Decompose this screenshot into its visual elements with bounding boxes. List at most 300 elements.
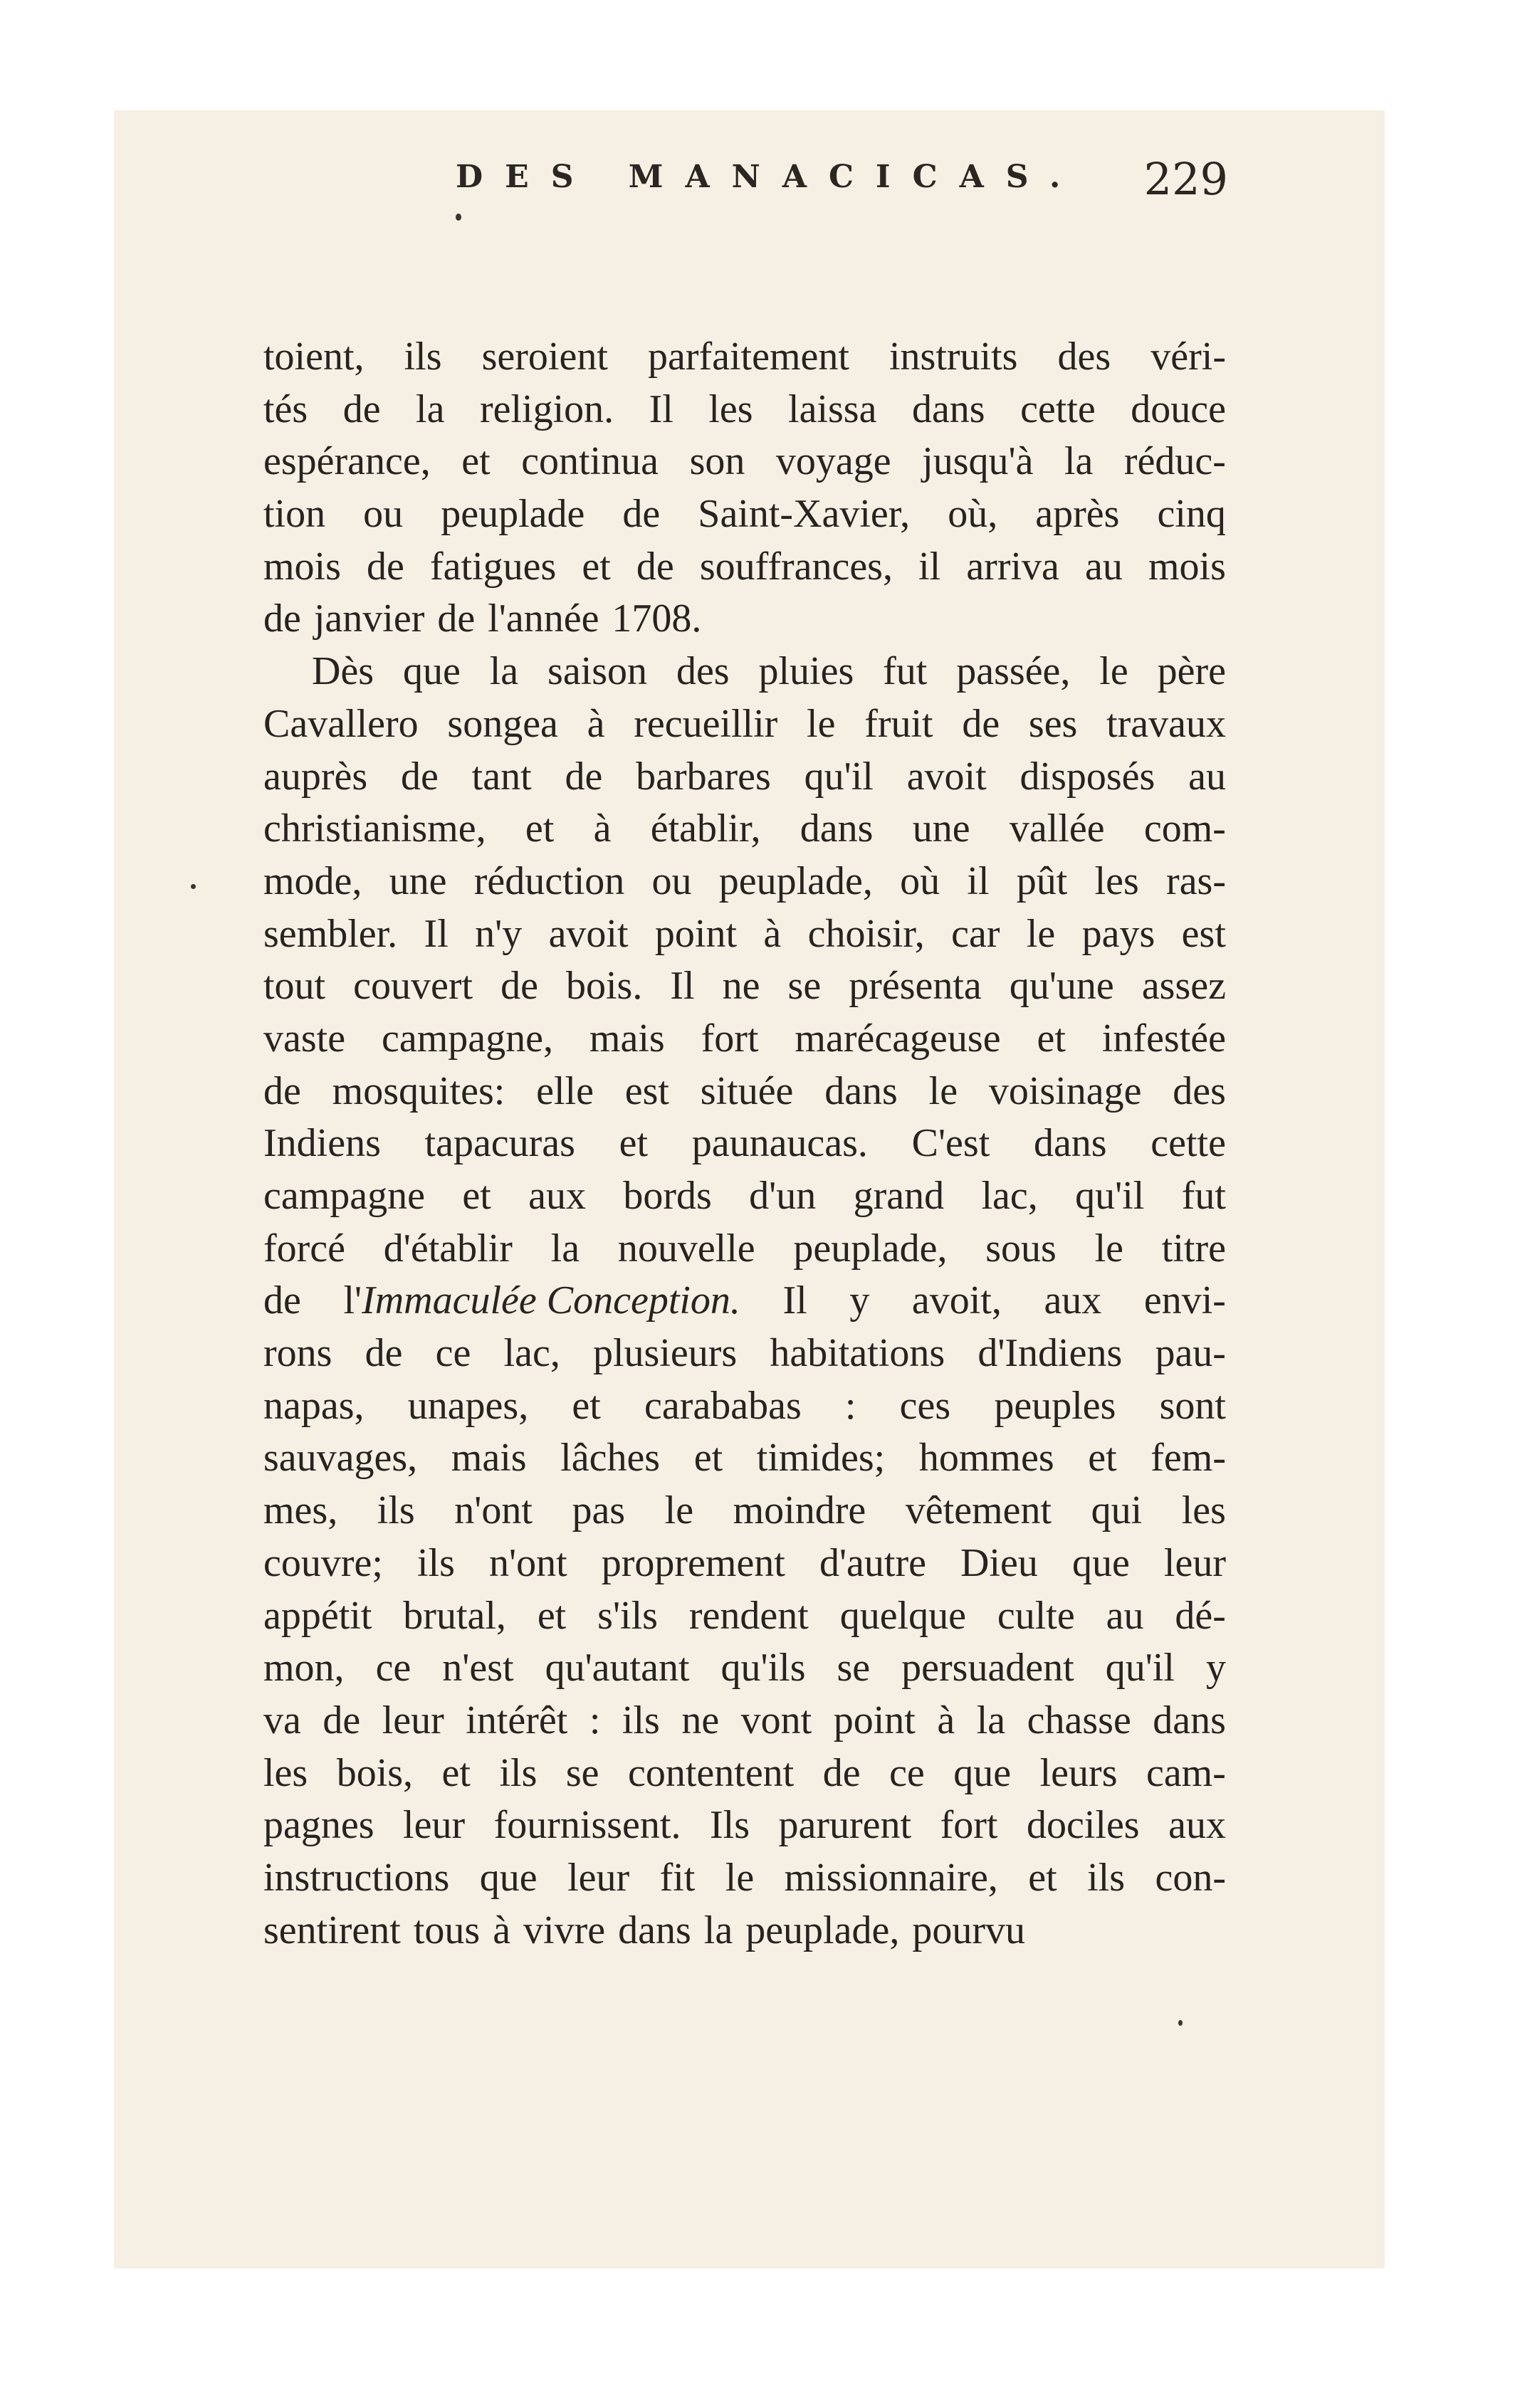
- word: se: [837, 1646, 871, 1691]
- word: que: [479, 1855, 538, 1900]
- word: sentirent: [263, 1908, 401, 1952]
- word: fit: [659, 1855, 696, 1900]
- word: le: [1099, 649, 1128, 694]
- word: nouvelle: [617, 1226, 755, 1271]
- word: qu'il: [1105, 1646, 1175, 1691]
- word: elle: [536, 1068, 594, 1113]
- word: se: [787, 964, 822, 1009]
- word: souffrances,: [699, 544, 893, 589]
- word: avoit: [906, 754, 987, 799]
- word: :: [589, 1698, 601, 1742]
- word: l'année: [488, 596, 599, 641]
- word: Dès: [312, 649, 374, 694]
- word: va: [263, 1698, 301, 1742]
- word: et: [441, 1750, 471, 1795]
- word: habitations: [770, 1331, 945, 1376]
- word: est: [1181, 911, 1226, 956]
- word: ou: [363, 492, 404, 537]
- word: marécageuse: [795, 1016, 1001, 1061]
- word: se: [565, 1750, 599, 1795]
- word: dé-: [1175, 1593, 1226, 1638]
- text-line: [263, 1223, 1226, 1276]
- word: la: [550, 1226, 580, 1271]
- word: tapacuras: [424, 1121, 575, 1166]
- word: le: [664, 1488, 694, 1533]
- word: peuples: [994, 1383, 1116, 1428]
- word: est: [624, 1068, 669, 1113]
- word: où: [900, 858, 940, 903]
- word: leur: [567, 1855, 630, 1900]
- word: dociles: [1026, 1803, 1140, 1848]
- ink-speck: [1178, 2020, 1183, 2026]
- word: de: [636, 544, 674, 589]
- text-line: [263, 331, 1226, 384]
- word: cette: [1150, 1121, 1226, 1166]
- word: il: [967, 858, 990, 903]
- text-line: [263, 751, 1226, 804]
- word: hommes: [918, 1436, 1054, 1481]
- word: dans: [1153, 1698, 1226, 1742]
- word: moindre: [733, 1488, 866, 1533]
- word: Il: [649, 387, 673, 431]
- word: qu'autant: [545, 1646, 690, 1691]
- word: de: [565, 754, 603, 799]
- word: jusqu'à: [922, 439, 1034, 484]
- word: la: [703, 1908, 733, 1952]
- word: et: [537, 1593, 567, 1638]
- word: tion: [263, 492, 326, 537]
- word: avoit: [548, 911, 629, 956]
- text-line: [263, 1485, 1226, 1537]
- word: que: [1071, 1540, 1130, 1585]
- text-line: [263, 1747, 1226, 1800]
- word: les: [1094, 858, 1139, 903]
- word: dans: [824, 1068, 898, 1113]
- word: plusieurs: [593, 1331, 738, 1376]
- word: la: [1064, 439, 1094, 484]
- word: n'est: [442, 1646, 514, 1691]
- text-line: [263, 698, 1226, 751]
- text-line: [263, 960, 1226, 1013]
- word: il: [918, 544, 941, 589]
- text-line: [263, 803, 1226, 856]
- word: le: [1094, 1226, 1124, 1271]
- word: point: [654, 911, 738, 956]
- word: peuplade,: [745, 1908, 900, 1952]
- word: la: [976, 1698, 1006, 1742]
- word: persuadent: [901, 1646, 1074, 1691]
- word: et: [572, 1383, 601, 1428]
- text-line: [263, 593, 1226, 646]
- word: tous: [413, 1908, 481, 1952]
- text-line: [263, 436, 1226, 488]
- word: contentent: [628, 1750, 795, 1795]
- word: toient,: [263, 335, 365, 379]
- word: Ils: [709, 1803, 750, 1848]
- word: son: [689, 439, 745, 484]
- word: bois.: [566, 964, 643, 1009]
- word: dans: [911, 387, 985, 431]
- word: des: [1057, 335, 1111, 379]
- word: le: [725, 1855, 755, 1900]
- word: cinq: [1157, 492, 1226, 537]
- running-head: DES MANACICAS.: [456, 159, 1083, 195]
- word: avoit,: [911, 1278, 1002, 1323]
- word: Il: [424, 911, 449, 956]
- text-line: [263, 1537, 1226, 1590]
- text-line: [263, 1118, 1226, 1170]
- ink-speck: [191, 884, 196, 889]
- word: les: [263, 1750, 308, 1795]
- word: Dieu: [960, 1540, 1038, 1585]
- word: sous: [985, 1226, 1057, 1271]
- word: de: [500, 964, 538, 1009]
- word: y: [1205, 1646, 1226, 1691]
- word: et: [619, 1121, 649, 1166]
- word: mais: [451, 1436, 527, 1481]
- word: grand: [853, 1174, 945, 1218]
- word: quelque: [839, 1593, 966, 1638]
- word: de: [367, 544, 404, 589]
- word: rons: [263, 1331, 332, 1376]
- word: et: [693, 1436, 723, 1481]
- word: aux: [1044, 1278, 1102, 1323]
- word: ils: [1087, 1855, 1126, 1900]
- word: Cavallero: [263, 701, 419, 746]
- word: d'un: [749, 1174, 817, 1218]
- word: ne: [722, 964, 760, 1009]
- word: la: [489, 649, 519, 694]
- word: :: [844, 1383, 856, 1428]
- word: instructions: [263, 1855, 450, 1900]
- word: de: [622, 492, 661, 537]
- word: à: [493, 1908, 511, 1952]
- text-line: [263, 908, 1226, 961]
- word: pays: [1081, 911, 1155, 956]
- text-line: [263, 1642, 1226, 1695]
- word: leur: [1163, 1540, 1226, 1585]
- word: de: [263, 1278, 301, 1323]
- text-line: [263, 856, 1226, 908]
- text-line: [263, 541, 1226, 594]
- word: tout: [263, 964, 326, 1009]
- word: d'établir: [383, 1226, 513, 1271]
- word: au: [1085, 544, 1123, 589]
- word: des: [676, 649, 730, 694]
- word: de: [263, 1068, 301, 1113]
- word: d'autre: [819, 1540, 926, 1585]
- text-line: [263, 1380, 1226, 1433]
- word: de: [365, 1331, 403, 1376]
- word: fort: [940, 1803, 998, 1848]
- word: lâches: [560, 1436, 661, 1481]
- word: pourvu: [912, 1908, 1025, 1952]
- word: qu'il: [804, 754, 874, 799]
- word: instruits: [889, 335, 1018, 379]
- word: douce: [1131, 387, 1226, 431]
- word: ce: [889, 1750, 925, 1795]
- word: carababas: [644, 1383, 802, 1428]
- word: vont: [740, 1698, 812, 1742]
- text-line: [263, 1905, 1226, 1957]
- word: véri-: [1150, 335, 1226, 379]
- word: Il: [782, 1278, 807, 1323]
- word: mais: [589, 1016, 665, 1061]
- word: de: [342, 387, 381, 431]
- word: com-: [1143, 806, 1226, 851]
- word: où,: [948, 492, 998, 537]
- word: rendent: [688, 1593, 809, 1638]
- word: ras-: [1166, 858, 1226, 903]
- word: réduc-: [1123, 439, 1226, 484]
- word: la: [416, 387, 445, 431]
- word: cette: [1020, 387, 1096, 431]
- word: peuplade,: [718, 858, 873, 903]
- word: aux: [528, 1174, 586, 1218]
- word: fournissent.: [493, 1803, 681, 1848]
- word: qui: [1091, 1488, 1143, 1533]
- word: n'ont: [489, 1540, 567, 1585]
- word: leur: [382, 1698, 444, 1742]
- text-line: [263, 1852, 1226, 1905]
- word: appétit: [263, 1593, 372, 1638]
- word: que: [953, 1750, 1012, 1795]
- word: couvre;: [263, 1540, 383, 1585]
- word: mois: [1148, 544, 1226, 589]
- word: dans: [800, 806, 874, 851]
- word: laissa: [788, 387, 877, 431]
- word: forcé: [263, 1226, 346, 1271]
- word: envi-: [1143, 1278, 1226, 1323]
- text-line: [263, 646, 1226, 698]
- word: et: [1037, 1016, 1066, 1061]
- word: de: [437, 596, 476, 641]
- word: vêtement: [905, 1488, 1052, 1533]
- word: n'y: [475, 911, 523, 956]
- word: ses: [1028, 701, 1078, 746]
- word: ces: [899, 1383, 951, 1428]
- word: disposés: [1019, 754, 1155, 799]
- word: unapes,: [407, 1383, 529, 1428]
- word: lac,: [981, 1174, 1038, 1218]
- word: de: [962, 701, 1000, 746]
- word: paunaucas.: [691, 1121, 868, 1166]
- word: sont: [1159, 1383, 1226, 1428]
- word: titre: [1161, 1226, 1226, 1271]
- word: peuplade: [441, 492, 585, 537]
- word: le: [807, 701, 836, 746]
- word: timides;: [756, 1436, 886, 1481]
- word: proprement: [601, 1540, 785, 1585]
- word: choisir,: [807, 911, 925, 956]
- word: qu'ils: [720, 1646, 806, 1691]
- word: infestée: [1101, 1016, 1226, 1061]
- word: Saint-Xavier,: [698, 492, 911, 537]
- word: et: [461, 439, 491, 484]
- word: christianisme,: [263, 806, 486, 851]
- word: recueillir: [634, 701, 778, 746]
- word: pût: [1016, 858, 1068, 903]
- word: le: [928, 1068, 958, 1113]
- word: arriva: [966, 544, 1059, 589]
- word: saison: [547, 649, 648, 694]
- word: seroient: [481, 335, 608, 379]
- word: peuplade,: [793, 1226, 948, 1271]
- word: sauvages,: [263, 1436, 418, 1481]
- word: vallée: [1009, 806, 1105, 851]
- word: de: [263, 596, 301, 641]
- word: ne: [681, 1698, 720, 1742]
- word: le: [1026, 911, 1056, 956]
- word: les: [708, 387, 753, 431]
- word: sembler.: [263, 911, 398, 956]
- word: père: [1157, 649, 1226, 694]
- word: ils: [404, 335, 442, 379]
- word: mes,: [263, 1488, 338, 1533]
- word: voyage: [775, 439, 891, 484]
- word: campagne,: [382, 1016, 553, 1061]
- word: les: [1181, 1488, 1226, 1533]
- word: de: [400, 754, 439, 799]
- word: située: [700, 1068, 794, 1113]
- word: tant: [471, 754, 532, 799]
- text-line: [263, 1327, 1226, 1380]
- text-line: [263, 1066, 1226, 1118]
- word: culte: [997, 1593, 1075, 1638]
- word: au: [1188, 754, 1226, 799]
- word: à: [763, 911, 782, 956]
- word: ou: [651, 858, 692, 903]
- word: présenta: [849, 964, 982, 1009]
- word: fruit: [864, 701, 933, 746]
- word: leur: [403, 1803, 466, 1848]
- word: et: [1088, 1436, 1117, 1481]
- word: parurent: [778, 1803, 912, 1848]
- word: leurs: [1039, 1750, 1118, 1795]
- word: de: [822, 1750, 861, 1795]
- word: tés: [263, 387, 308, 431]
- word: s'ils: [597, 1593, 658, 1638]
- word: barbares: [636, 754, 771, 799]
- word: C'est: [911, 1121, 990, 1166]
- word: pagnes: [263, 1803, 374, 1848]
- word: y: [849, 1278, 870, 1323]
- word: et: [582, 544, 611, 589]
- text-line: [263, 1695, 1226, 1747]
- word: brutal,: [403, 1593, 506, 1638]
- word: point: [833, 1698, 916, 1742]
- word: napas,: [263, 1383, 365, 1428]
- word: n'ont: [454, 1488, 533, 1533]
- word: janvier: [313, 596, 425, 641]
- word: ils: [499, 1750, 538, 1795]
- word: et: [462, 1174, 491, 1218]
- word: à: [587, 701, 605, 746]
- word: l'Immaculée Conception.: [343, 1278, 740, 1323]
- word: assez: [1141, 964, 1226, 1009]
- word: ils: [417, 1540, 455, 1585]
- word: et: [525, 806, 555, 851]
- word: mode,: [263, 858, 362, 903]
- word: vivre: [523, 1908, 606, 1952]
- word: qu'il: [1075, 1174, 1145, 1218]
- word: des: [1173, 1068, 1226, 1113]
- word: qu'une: [1009, 964, 1114, 1009]
- word: campagne: [263, 1174, 425, 1218]
- word: et: [1028, 1855, 1057, 1900]
- word: bois,: [336, 1750, 414, 1795]
- word: couvert: [353, 964, 473, 1009]
- word: songea: [447, 701, 558, 746]
- word: ce: [375, 1646, 411, 1691]
- word: lac,: [503, 1331, 560, 1376]
- word: mois: [263, 544, 341, 589]
- word: d'Indiens: [977, 1331, 1123, 1376]
- word: ils: [622, 1698, 660, 1742]
- word: mon,: [263, 1646, 345, 1691]
- text-line: [263, 1590, 1226, 1643]
- word: Il: [670, 964, 695, 1009]
- word: au: [1106, 1593, 1144, 1638]
- word: religion.: [479, 387, 614, 431]
- text-line: [263, 1170, 1226, 1223]
- word: 1708.: [612, 596, 702, 641]
- word: pluies: [758, 649, 854, 694]
- word: une: [912, 806, 970, 851]
- word: Indiens: [263, 1121, 381, 1166]
- text-line: [263, 488, 1226, 541]
- word: à: [593, 806, 612, 851]
- word: pau-: [1155, 1331, 1226, 1376]
- word: ils: [377, 1488, 415, 1533]
- word: fort: [701, 1016, 759, 1061]
- word: parfaitement: [647, 335, 849, 379]
- word: dans: [618, 1908, 691, 1952]
- word: établir,: [650, 806, 761, 851]
- text-line: [263, 1432, 1226, 1485]
- word: passée,: [956, 649, 1071, 694]
- word: espérance,: [263, 439, 431, 484]
- page-header: [263, 153, 1228, 217]
- word: ce: [435, 1331, 471, 1376]
- word: mosquites:: [332, 1068, 505, 1113]
- word: car: [951, 911, 1000, 956]
- word: aux: [1168, 1803, 1226, 1848]
- word: voisinage: [988, 1068, 1142, 1113]
- word: missionnaire,: [784, 1855, 998, 1900]
- word: auprès: [263, 754, 368, 799]
- word: vaste: [263, 1016, 346, 1061]
- word: pas: [572, 1488, 626, 1533]
- word: que: [402, 649, 461, 694]
- word: continua: [521, 439, 659, 484]
- text-line: [263, 1013, 1226, 1066]
- body-text: [263, 331, 1226, 1957]
- word: fatigues: [430, 544, 557, 589]
- text-line: [263, 384, 1226, 436]
- word: après: [1035, 492, 1120, 537]
- word: cam-: [1146, 1750, 1226, 1795]
- word: à: [937, 1698, 955, 1742]
- page-number: 229: [1143, 153, 1228, 205]
- word: réduction: [473, 858, 625, 903]
- word: travaux: [1106, 701, 1226, 746]
- text-line: [263, 1799, 1226, 1852]
- word: dans: [1033, 1121, 1107, 1166]
- word: fut: [883, 649, 928, 694]
- word: intérêt: [466, 1698, 568, 1742]
- word: de: [323, 1698, 361, 1742]
